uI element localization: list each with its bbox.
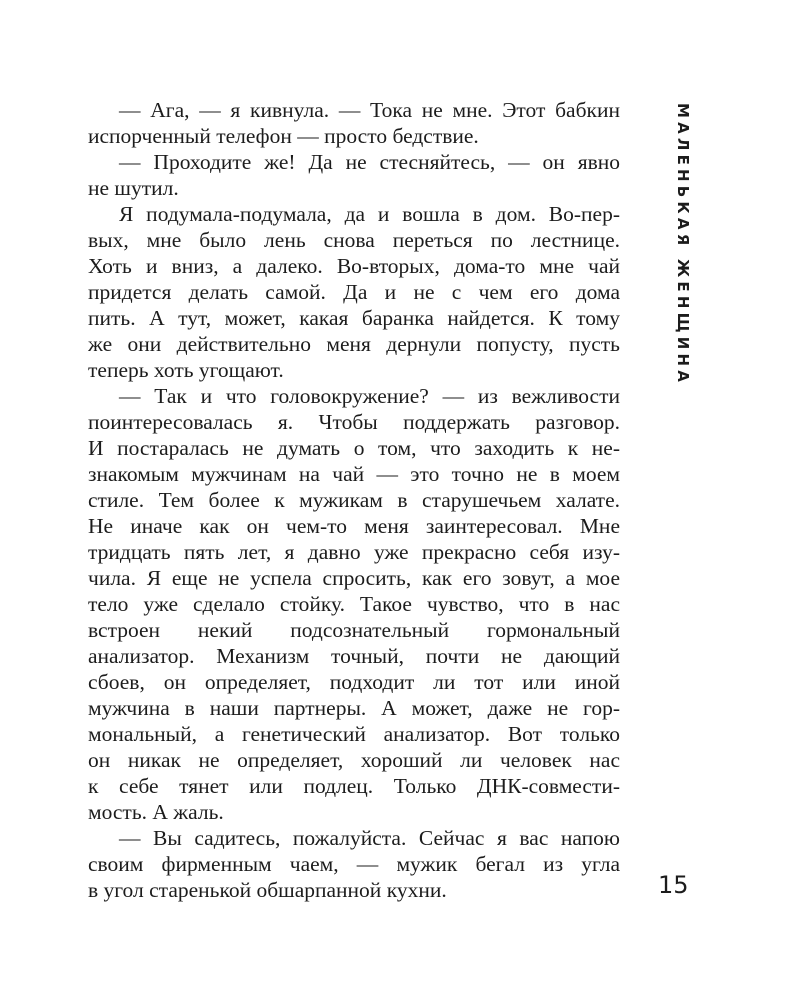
text-line: Не иначе как он чем-то меня заинтересовал. Мне	[88, 514, 620, 538]
text-line: к себе тянет или подлец. Только ДНК-совмести-	[88, 774, 620, 798]
text-line: — Так и что головокружение? — из вежливости	[119, 384, 620, 408]
text-line: в угол старенькой обшарпанной кухни.	[88, 878, 447, 902]
text-line: же они действительно меня дернули попусту, пусть	[88, 332, 620, 356]
text-line: Я подумала-подумала, да и вошла в дом. Во-пер-	[119, 202, 620, 226]
body-text	[88, 97, 620, 903]
text-line: он никак не определяет, хороший ли человек нас	[88, 748, 620, 772]
text-line: поинтересовалась я. Чтобы поддержать разговор.	[88, 410, 620, 434]
text-line: анализатор. Механизм точный, почти не дающий	[88, 644, 620, 668]
text-line: — Вы садитесь, пожалуйста. Сейчас я вас напою	[119, 826, 620, 850]
text-line: чила. Я еще не успела спросить, как его зовут, а мое	[88, 566, 620, 590]
text-line: мость. А жаль.	[88, 800, 224, 824]
text-line: мужчина в наши партнеры. А может, даже не гор-	[88, 696, 620, 720]
text-line: своим фирменным чаем, — мужик бегал из угла	[88, 852, 620, 876]
text-line: испорченный телефон — просто бедствие.	[88, 124, 479, 148]
text-line: мональный, а генетический анализатор. Вот только	[88, 722, 620, 746]
text-line: пить. А тут, может, какая баранка найдется. К тому	[88, 306, 620, 330]
text-line: Хоть и вниз, а далеко. Во-вторых, дома-то мне чай	[88, 254, 620, 278]
text-line: вых, мне было лень снова переться по лестнице.	[88, 228, 620, 252]
running-head: МАЛЕНЬКАЯ ЖЕНЩИНА	[674, 103, 692, 387]
text-line: придется делать самой. Да и не с чем его дома	[88, 280, 620, 304]
text-line: — Ага, — я кивнула. — Тока не мне. Этот бабкин	[119, 98, 620, 122]
page-number: 15	[658, 871, 689, 899]
text-line: тело уже сделало стойку. Такое чувство, что в нас	[88, 592, 620, 616]
text-line: сбоев, он определяет, подходит ли тот или иной	[88, 670, 620, 694]
text-line: встроен некий подсознательный гормональный	[88, 618, 620, 642]
text-line: И постаралась не думать о том, что заходить к не-	[88, 436, 620, 460]
text-line: стиле. Тем более к мужикам в старушечьем халате.	[88, 488, 620, 512]
text-line: теперь хоть угощают.	[88, 358, 284, 382]
text-line: не шутил.	[88, 176, 179, 200]
text-line: тридцать пять лет, я давно уже прекрасно себя изу-	[88, 540, 620, 564]
text-line: — Проходите же! Да не стесняйтесь, — он явно	[119, 150, 620, 174]
text-line: знакомым мужчинам на чай — это точно не в моем	[88, 462, 620, 486]
